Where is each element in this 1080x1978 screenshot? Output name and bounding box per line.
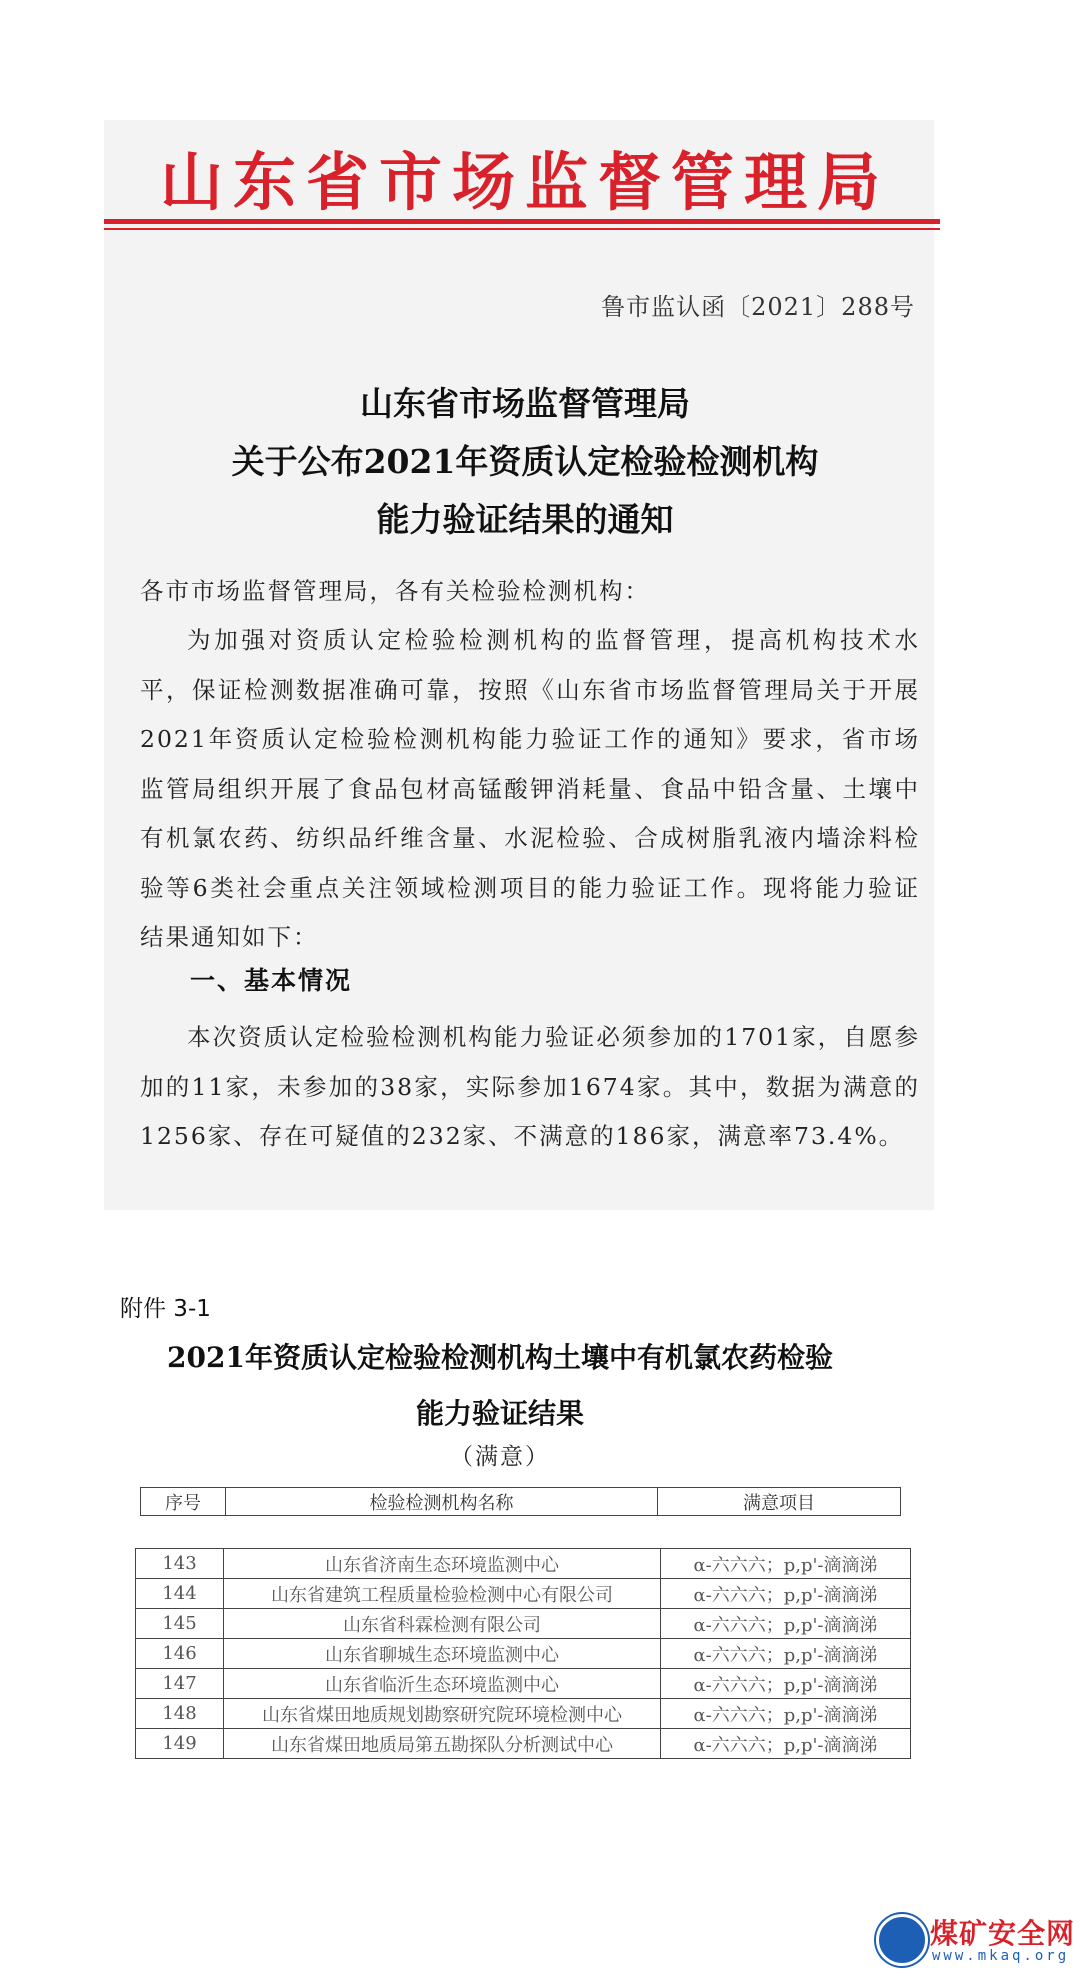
cell-institution: 山东省煤田地质局第五勘探队分析测试中心 — [224, 1729, 661, 1759]
masthead-title: 山东省市场监督管理局 — [160, 145, 890, 219]
cell-items: α-六六六；p,p'-滴滴涕 — [661, 1579, 911, 1609]
table-row — [136, 1549, 911, 1579]
watermark-logo — [872, 1908, 1076, 1970]
cell-institution: 山东省建筑工程质量检验检测中心有限公司 — [224, 1579, 661, 1609]
table-row — [136, 1699, 911, 1729]
results-table-header — [140, 1487, 901, 1516]
cell-items: α-六六六；p,p'-滴滴涕 — [661, 1549, 911, 1579]
attachment-label: 附件 3-1 — [120, 1296, 211, 1322]
cell-number: 145 — [136, 1609, 224, 1639]
results-table — [135, 1548, 911, 1759]
cell-items: α-六六六；p,p'-滴滴涕 — [661, 1639, 911, 1669]
red-rule-bottom — [104, 228, 940, 230]
notice-title-line: 能力验证结果的通知 — [376, 500, 674, 539]
attachment-title — [100, 1330, 900, 1442]
cell-institution: 山东省临沂生态环境监测中心 — [224, 1669, 661, 1699]
column-header-institution: 检验检测机构名称 — [226, 1488, 658, 1516]
header-row — [141, 1488, 901, 1516]
cell-number: 146 — [136, 1639, 224, 1669]
attachment-title-line: 2021年资质认定检验检测机构土壤中有机氯农药检验 — [167, 1341, 833, 1374]
table-row — [136, 1579, 911, 1609]
table-row — [136, 1729, 911, 1759]
table-row — [136, 1669, 911, 1699]
cell-number: 149 — [136, 1729, 224, 1759]
cell-items: α-六六六；p,p'-滴滴涕 — [661, 1609, 911, 1639]
attachment-subtitle: （满意） — [450, 1444, 550, 1470]
notice-title-line: 关于公布2021年资质认定检验检测机构 — [231, 442, 819, 481]
cell-items: α-六六六；p,p'-滴滴涕 — [661, 1699, 911, 1729]
salutation: 各市市场监督管理局，各有关检验检测机构： — [140, 577, 650, 605]
cell-number: 144 — [136, 1579, 224, 1609]
cell-number: 147 — [136, 1669, 224, 1699]
table-row — [136, 1609, 911, 1639]
cell-institution: 山东省煤田地质规划勘察研究院环境检测中心 — [224, 1699, 661, 1729]
table-row — [136, 1639, 911, 1669]
notice-title — [135, 375, 915, 549]
logo-emblem-icon — [876, 1914, 928, 1966]
document-number: 鲁市监认函〔2021〕288号 — [601, 293, 915, 321]
column-header-items: 满意项目 — [658, 1488, 901, 1516]
cell-number: 143 — [136, 1549, 224, 1579]
cell-institution: 山东省聊城生态环境监测中心 — [224, 1639, 661, 1669]
results-table-body — [136, 1549, 911, 1759]
cell-institution: 山东省济南生态环境监测中心 — [224, 1549, 661, 1579]
section-heading: 一、基本情况 — [190, 966, 353, 995]
red-rule-top — [104, 219, 940, 224]
watermark-name: 煤矿安全网 — [930, 1917, 1076, 1950]
notice-title-line: 山东省市场监督管理局 — [360, 384, 690, 423]
paragraph-intro: 为加强对资质认定检验检测机构的监督管理，提高机构技术水平，保证检测数据准确可靠，按照《山东省市场监督管理局关于开展2021年资质认定检验检测机构能力验证工作的通知》要求，省市场监管局组织开展了食品包材高锰酸钾消耗量、食品中铅含量、土壤中有机氯农药、纺织品纤维含量、水泥检验、合成树脂乳液内墙涂料检验等6类社会重点关注领域检测项目的能力验证工作。现将能力验证结果通知如下： — [140, 626, 920, 951]
cell-items: α-六六六；p,p'-滴滴涕 — [661, 1729, 911, 1759]
watermark-url: www.mkaq.org — [932, 1948, 1070, 1964]
column-header-number: 序号 — [141, 1488, 226, 1516]
cell-number: 148 — [136, 1699, 224, 1729]
attachment-title-line: 能力验证结果 — [415, 1397, 584, 1430]
cell-items: α-六六六；p,p'-滴滴涕 — [661, 1669, 911, 1699]
cell-institution: 山东省科霖检测有限公司 — [224, 1609, 661, 1639]
paragraph-basic-info: 本次资质认定检验检测机构能力验证必须参加的1701家，自愿参加的11家，未参加的38家，实际参加1674家。其中，数据为满意的1256家、存在可疑值的232家、不满意的186家，满意率73.4%。 — [140, 1023, 920, 1150]
